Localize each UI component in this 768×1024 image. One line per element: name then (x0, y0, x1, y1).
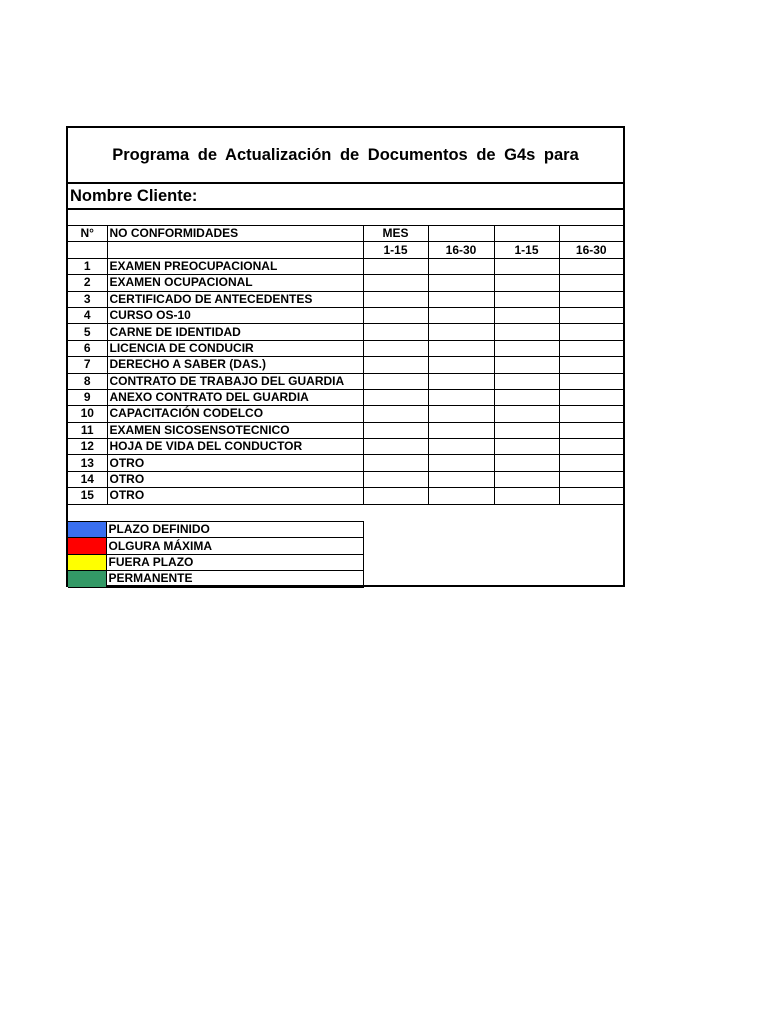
period-cell[interactable] (428, 324, 494, 340)
table-row (68, 373, 623, 389)
period-cell[interactable] (559, 357, 623, 373)
period-cell[interactable] (494, 455, 559, 471)
legend-row (68, 538, 363, 554)
period-cell[interactable] (494, 389, 559, 405)
number-header: N° (68, 226, 107, 242)
row-number: 12 (68, 439, 107, 455)
period-cell[interactable] (494, 340, 559, 356)
row-number: 1 (68, 258, 107, 274)
period-cell[interactable] (363, 275, 428, 291)
table-row (68, 389, 623, 405)
month-header: MES (363, 226, 428, 242)
table-row (68, 307, 623, 323)
row-label: EXAMEN OCUPACIONAL (107, 275, 363, 291)
period-cell[interactable] (494, 406, 559, 422)
period-cell[interactable] (363, 324, 428, 340)
period-cell[interactable] (363, 357, 428, 373)
period-cell[interactable] (559, 340, 623, 356)
period-cell[interactable] (559, 275, 623, 291)
row-label: CERTIFICADO DE ANTECEDENTES (107, 291, 363, 307)
month-header-cell (428, 226, 494, 242)
legend-label: PLAZO DEFINIDO (106, 522, 363, 538)
table-row (68, 488, 623, 504)
period-cell[interactable] (494, 471, 559, 487)
period-cell[interactable] (494, 291, 559, 307)
row-number: 5 (68, 324, 107, 340)
row-number: 10 (68, 406, 107, 422)
period-cell[interactable] (494, 373, 559, 389)
period-header: 16-30 (559, 242, 623, 258)
table-row (68, 406, 623, 422)
legend-color-swatch (68, 538, 106, 554)
row-label: CARNE DE IDENTIDAD (107, 324, 363, 340)
table-header-row (68, 226, 623, 242)
period-header: 1-15 (363, 242, 428, 258)
legend-color-swatch (68, 522, 106, 538)
period-cell[interactable] (559, 258, 623, 274)
legend-table (68, 521, 364, 588)
spreadsheet-sheet (66, 126, 625, 587)
row-label: OTRO (107, 488, 363, 504)
period-cell[interactable] (559, 439, 623, 455)
blank-row (68, 210, 623, 226)
row-label: ANEXO CONTRATO DEL GUARDIA (107, 389, 363, 405)
nonconformities-table (68, 225, 623, 505)
month-header-cell (559, 226, 623, 242)
period-cell[interactable] (363, 258, 428, 274)
period-cell[interactable] (559, 455, 623, 471)
item-header: NO CONFORMIDADES (107, 226, 363, 242)
table-period-row (68, 242, 623, 258)
period-cell[interactable] (494, 275, 559, 291)
period-cell[interactable] (559, 291, 623, 307)
period-cell[interactable] (559, 373, 623, 389)
row-number: 11 (68, 422, 107, 438)
row-label: LICENCIA DE CONDUCIR (107, 340, 363, 356)
period-cell[interactable] (428, 389, 494, 405)
period-cell[interactable] (559, 307, 623, 323)
period-cell[interactable] (559, 488, 623, 504)
empty-cell (68, 242, 107, 258)
period-cell[interactable] (363, 406, 428, 422)
row-label: OTRO (107, 471, 363, 487)
legend-row (68, 522, 363, 538)
period-cell[interactable] (428, 422, 494, 438)
legend-label: OLGURA MÁXIMA (106, 538, 363, 554)
empty-cell (107, 242, 363, 258)
period-cell[interactable] (428, 340, 494, 356)
table-row (68, 324, 623, 340)
row-number: 15 (68, 488, 107, 504)
row-number: 7 (68, 357, 107, 373)
period-cell[interactable] (428, 439, 494, 455)
table-row (68, 471, 623, 487)
period-cell[interactable] (428, 471, 494, 487)
period-cell[interactable] (363, 422, 428, 438)
row-label: HOJA DE VIDA DEL CONDUCTOR (107, 439, 363, 455)
period-cell[interactable] (428, 291, 494, 307)
period-cell[interactable] (428, 455, 494, 471)
period-cell[interactable] (494, 258, 559, 274)
row-label: EXAMEN PREOCUPACIONAL (107, 258, 363, 274)
row-number: 8 (68, 373, 107, 389)
period-cell[interactable] (363, 373, 428, 389)
row-label: CURSO OS-10 (107, 307, 363, 323)
period-cell[interactable] (363, 488, 428, 504)
row-label: CAPACITACIÓN CODELCO (107, 406, 363, 422)
period-cell[interactable] (494, 357, 559, 373)
period-cell[interactable] (494, 324, 559, 340)
period-cell[interactable] (559, 406, 623, 422)
month-header-cell (494, 226, 559, 242)
period-cell[interactable] (363, 389, 428, 405)
legend-label: FUERA PLAZO (106, 554, 363, 570)
period-cell[interactable] (494, 307, 559, 323)
row-number: 4 (68, 307, 107, 323)
period-cell[interactable] (363, 455, 428, 471)
legend-row (68, 571, 363, 587)
row-number: 2 (68, 275, 107, 291)
period-cell[interactable] (559, 471, 623, 487)
row-number: 3 (68, 291, 107, 307)
document-title: Programa de Actualización de Documentos de G4s para (68, 128, 623, 184)
row-number: 9 (68, 389, 107, 405)
period-cell[interactable] (428, 275, 494, 291)
period-cell[interactable] (363, 340, 428, 356)
period-cell[interactable] (559, 324, 623, 340)
client-name-label: Nombre Cliente: (68, 184, 623, 210)
period-cell[interactable] (494, 488, 559, 504)
period-cell[interactable] (559, 422, 623, 438)
period-cell[interactable] (494, 422, 559, 438)
period-header: 16-30 (428, 242, 494, 258)
period-cell[interactable] (428, 357, 494, 373)
period-cell[interactable] (428, 488, 494, 504)
legend-color-swatch (68, 554, 106, 570)
period-cell[interactable] (428, 258, 494, 274)
row-number: 6 (68, 340, 107, 356)
table-row (68, 357, 623, 373)
period-cell[interactable] (494, 439, 559, 455)
table-row (68, 439, 623, 455)
period-cell[interactable] (363, 471, 428, 487)
table-row (68, 291, 623, 307)
legend-row (68, 554, 363, 570)
row-number: 14 (68, 471, 107, 487)
period-cell[interactable] (428, 406, 494, 422)
period-cell[interactable] (428, 373, 494, 389)
table-row (68, 340, 623, 356)
period-cell[interactable] (428, 307, 494, 323)
row-number: 13 (68, 455, 107, 471)
legend-color-swatch (68, 571, 106, 587)
table-row (68, 275, 623, 291)
row-label: EXAMEN SICOSENSOTECNICO (107, 422, 363, 438)
table-row (68, 422, 623, 438)
period-header: 1-15 (494, 242, 559, 258)
period-cell[interactable] (363, 291, 428, 307)
legend-label: PERMANENTE (106, 571, 363, 587)
period-cell[interactable] (363, 439, 428, 455)
row-label: CONTRATO DE TRABAJO DEL GUARDIA (107, 373, 363, 389)
period-cell[interactable] (559, 389, 623, 405)
row-label: DERECHO A SABER (DAS.) (107, 357, 363, 373)
period-cell[interactable] (363, 307, 428, 323)
table-row (68, 455, 623, 471)
table-row (68, 258, 623, 274)
row-label: OTRO (107, 455, 363, 471)
